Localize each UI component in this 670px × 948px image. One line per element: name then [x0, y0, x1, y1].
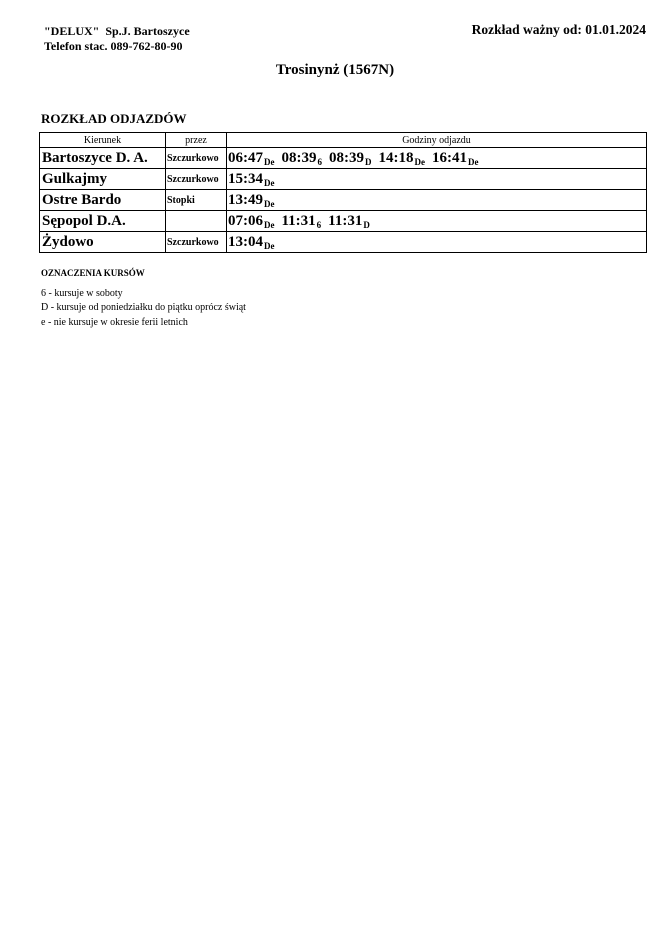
- stop-title: Trosinynż (1567N): [275, 62, 395, 78]
- section-title: ROZKŁAD ODJAZDÓW: [41, 111, 187, 126]
- departure-time: 07:06: [228, 212, 263, 229]
- departure: [432, 150, 479, 167]
- departure-time: 08:39: [281, 149, 317, 166]
- destination-cell: Żydowo: [40, 232, 166, 253]
- via-cell: [166, 211, 227, 232]
- departure-time: 08:39: [329, 149, 364, 166]
- via-cell: Szczurkowo: [166, 232, 227, 253]
- table-row: [40, 169, 647, 190]
- departure-time: 14:18: [378, 149, 414, 166]
- departure-time: 13:49: [228, 191, 263, 208]
- departures-table: [39, 132, 647, 253]
- legend: [41, 266, 246, 330]
- departure-times-cell: [227, 190, 647, 211]
- departure-code: 6: [316, 219, 322, 230]
- departure-time: 15:34: [228, 170, 263, 187]
- header-direction: Kierunek: [40, 133, 166, 148]
- departure-code: 6: [317, 156, 322, 167]
- legend-item: e - nie kursuje w okresie ferii letnich: [41, 316, 188, 328]
- departure-time: 06:47: [228, 149, 263, 166]
- table-row: [40, 211, 647, 232]
- company-name: "DELUX" Sp.J. Bartoszyce: [44, 24, 190, 38]
- legend-item: 6 - kursuje w soboty: [41, 287, 123, 299]
- via-cell: Szczurkowo: [166, 169, 227, 190]
- departure: [329, 150, 372, 167]
- departure-code: De: [264, 177, 275, 188]
- departure-times-cell: [227, 169, 647, 190]
- valid-from: Rozkład ważny od: 01.01.2024: [471, 22, 646, 37]
- table-row: [40, 190, 647, 211]
- departure-code: De: [264, 156, 275, 167]
- departure: [282, 150, 323, 167]
- departure-code: De: [264, 198, 275, 209]
- departure-time: 11:31: [281, 212, 316, 229]
- departure-times-cell: [227, 148, 647, 169]
- departure: [328, 213, 370, 230]
- departure-code: De: [264, 219, 275, 230]
- departure-times-cell: [227, 211, 647, 232]
- departure-time: 11:31: [328, 212, 363, 229]
- departure: [228, 171, 275, 188]
- company-phone: Telefon stac. 089-762-80-90: [44, 39, 183, 53]
- departure: [228, 150, 275, 167]
- departure-code: De: [264, 240, 275, 251]
- legend-item: D - kursuje od poniedziałku do piątku oprócz świąt: [41, 302, 246, 313]
- departure: [228, 213, 275, 230]
- destination-cell: Gulkajmy: [40, 169, 166, 190]
- departure-time: 16:41: [432, 149, 467, 166]
- legend-title: OZNACZENIA KURSÓW: [41, 268, 145, 278]
- departure: [379, 150, 426, 167]
- departure: [282, 213, 322, 230]
- table-row: [40, 232, 647, 253]
- departure: [228, 234, 275, 251]
- company-info: [44, 24, 190, 54]
- departure-time: 13:04: [228, 233, 263, 250]
- header-via: przez: [166, 133, 227, 148]
- departure: [228, 192, 275, 209]
- departure-code: D: [363, 219, 370, 230]
- destination-cell: Sępopol D.A.: [40, 211, 166, 232]
- header-departure-times: Godziny odjazdu: [227, 133, 647, 148]
- destination-cell: Bartoszyce D. A.: [40, 148, 166, 169]
- departure-code: D: [365, 156, 372, 167]
- departure-code: De: [414, 156, 425, 167]
- destination-cell: Ostre Bardo: [40, 190, 166, 211]
- via-cell: Stopki: [166, 190, 227, 211]
- table-body: [40, 148, 647, 253]
- departure-times-cell: [227, 232, 647, 253]
- via-cell: Szczurkowo: [166, 148, 227, 169]
- table-header-row: [40, 133, 647, 148]
- table-row: [40, 148, 647, 169]
- departure-code: De: [468, 156, 479, 167]
